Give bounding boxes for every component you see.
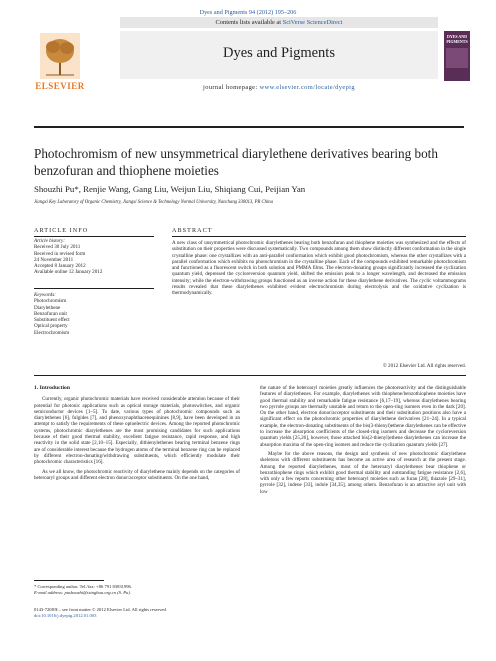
cover-image (446, 48, 468, 68)
journal-homepage (120, 84, 438, 91)
footnote-rule (34, 580, 104, 581)
keyword-item: Substituent effect (34, 317, 70, 324)
journal-reference[interactable]: Dyes and Pigments 94 (2012) 195–206 (199, 9, 297, 16)
keywords-list (34, 292, 144, 336)
journal-title-box (120, 31, 438, 79)
history-item: Received 30 July 2011 (34, 244, 81, 251)
homepage-prefix: journal homepage: (203, 84, 260, 91)
body-paragraph: Currently, organic photochromic materials have received considerable attention because of their potential for photonic applications such as optical storage materials, photoswitches, and organic semiconductor devices [1–5]. To date, various types of photochromic compounds such as diarylethenes [6], fulgides [7], and phenoxynaphthacenequinines [8,9], have been developed in an attempt to satisfy the requirements of these optoelectric devices. Among the reported photochromic systems, photochromic diarylethenes are the most promising candidates for such applications because of their good thermal stability, excellent fatigue resistance, rapid response, and high reactivity in the solid state [2,10–15]. Especially, dithienylethenes bearing terminal benzene rings are of considerable interest because the hydrogen atoms of the terminal benzene ring can be replaced by different electron-donating/withdrawing substituents, which efficiently modulate their photochromic characteristics [16]. (34, 396, 240, 466)
cover-title: DYES AND PIGMENTS (446, 34, 468, 44)
body-paragraph: As we all know, the photochromic reactivity of diarylethene mainly depends on the categories of heteroaryl groups and different electron donor/acceptor substituents. On the one hand, (34, 468, 240, 481)
article-info-rule (34, 236, 154, 237)
history-item: Accepted 8 January 2012 (34, 263, 86, 270)
homepage-link[interactable]: www.elsevier.com/locate/dyepig (259, 84, 355, 91)
article-title: Photochromism of new unsymmetrical diarylethene derivatives bearing both benzofuran and thiophene moieties (34, 146, 438, 178)
keyword-item: Diarylethene (34, 304, 61, 311)
elsevier-tree-logo (36, 31, 84, 81)
header-rule (34, 126, 464, 128)
keyword-item: Benzofuran unit (34, 310, 67, 317)
journal-masthead (34, 17, 468, 93)
abstract-label: ABSTRACT (172, 228, 213, 234)
contents-bar (120, 17, 438, 28)
corresponding-author-footnote (34, 584, 240, 595)
section-heading: 1. Introduction (34, 385, 70, 391)
keyword-item: Optical property (34, 323, 68, 330)
footer-issn: 0143-7208/$ – see front matter © 2012 Elsevier Ltd. All rights reserved. (34, 607, 167, 612)
article-footer (34, 607, 240, 619)
author-affiliation: Jiangxi Key Laboratory of Organic Chemistry, Jiangxi Science & Technology Normal University, Nanchang 330013, PR China (34, 200, 273, 205)
body-paragraph: the nature of the heteroaryl moieties greatly influences the photoreactivity and the distinguishable features of diarylethenes. For example, diarylethenes with thiophene/benzothiophene moieties have good thermal stability and remarkable fatigue resistance [6,17–19], whereas diarylethenes bearing two pyrrole groups are thermally unstable and return to the open-ring isomers even in the dark [20]. On the other hand, electron donor/acceptor substituents and their substitution positions also have a significant effect on the photochromic properties of diarylethene derivatives [21–24]. In a typical example, the electron-donating substituents of the bis(3-thienyl)ethene diarylethenes can be effective to increase the absorption coefficients of the closed-ring isomers and decrease the cycloreversion quantum yields [25,26], however, those attached bis(2-thienyl)ethene diarylethenes can increase the absorption maxima of the open-ring isomers and reduce the cyclization quantum yields [27]. (260, 385, 466, 448)
sciencedirect-link[interactable]: SciVerse ScienceDirect (282, 19, 343, 26)
keyword-item: Photochromism (34, 298, 67, 305)
article-info-label: ARTICLE INFO (34, 228, 89, 234)
article-history (34, 238, 144, 276)
keywords-rule (34, 288, 154, 289)
body-left-column (34, 385, 240, 484)
elsevier-wordmark: ELSEVIER (35, 81, 85, 91)
history-item: Received in revised form (34, 250, 86, 257)
footnote-email[interactable]: E-mail address: pushouzhi@tsinghua.org.cn (S. Pu). (34, 589, 132, 595)
journal-title: Dyes and Pigments (223, 45, 335, 61)
history-item: 24 November 2011 (34, 256, 74, 263)
history-item: Available online 12 January 2012 (34, 269, 103, 276)
footnote-line: * Corresponding author. Tel./fax: +86 791 83831996. (34, 584, 133, 589)
abstract-text: A new class of unsymmetrical photochromic diarylethenes bearing both benzofuran and thiophene moieties was synthesized and the effects of substitution on their properties were discussed systematically. Two compounds among them show distinctly different conformation in the single crystalline phase: one crystallizes with an anti-parallel conformation which exhibit good photochromism, whereas the other crystallizes with a parallel conformation which exhibits no photochromism in the crystalline phase. Each of the compounds exhibited remarkable photochromism and functioned as a fluorescent switch in both solution and PMMA films. The electron-donating groups significantly increased the cyclization quantum yield, depressed the cycloreversion quantum yield, shifted the emission peak to a longer wavelength, and decreased the emission intensity; while the electron-withdrawing groups functioned as an inverse action for these diarylethene derivatives. The cyclic voltammograms results revealed that these diarylethenes exhibited evident electrochromism during electrolysis and the oxidative cyclization is thermodynamically. (172, 240, 466, 297)
contents-prefix: Contents lists available at (215, 19, 283, 26)
copyright-notice: © 2012 Elsevier Ltd. All rights reserved. (382, 363, 466, 369)
abstract-bottom-rule (34, 375, 466, 376)
keyword-item: Electrochromism (34, 329, 70, 336)
footer-doi-link[interactable]: doi:10.1016/j.dyepig.2012.01.003 (34, 612, 97, 618)
journal-cover-thumbnail (444, 31, 470, 81)
keywords-label: Keywords: (34, 292, 56, 298)
abstract-rule (172, 236, 466, 237)
body-paragraph: Maybe for the above reasons, the design and synthesis of new photochromic diarylethene skeletons with different substituents has become an active area of research at the present stage. Among the reported diarylethenes, most of the heteroaryl diarylethenes bear thiophene or benzothiophene rings which exhibit good thermal stability and outstanding fatigue resistance [2,6], with only a few reports concerning other heteroaryl moieties such as furan [28], thiazole [29–31], pyrrole [32], indene [33], indole [34,35], among others. Benzofuran is an attractive aryl unit with low (260, 450, 466, 495)
history-label: Article history: (34, 238, 65, 244)
body-right-column (260, 385, 466, 498)
article-authors: Shouzhi Pu*, Renjie Wang, Gang Liu, Weijun Liu, Shiqiang Cui, Peijian Yan (34, 184, 306, 194)
